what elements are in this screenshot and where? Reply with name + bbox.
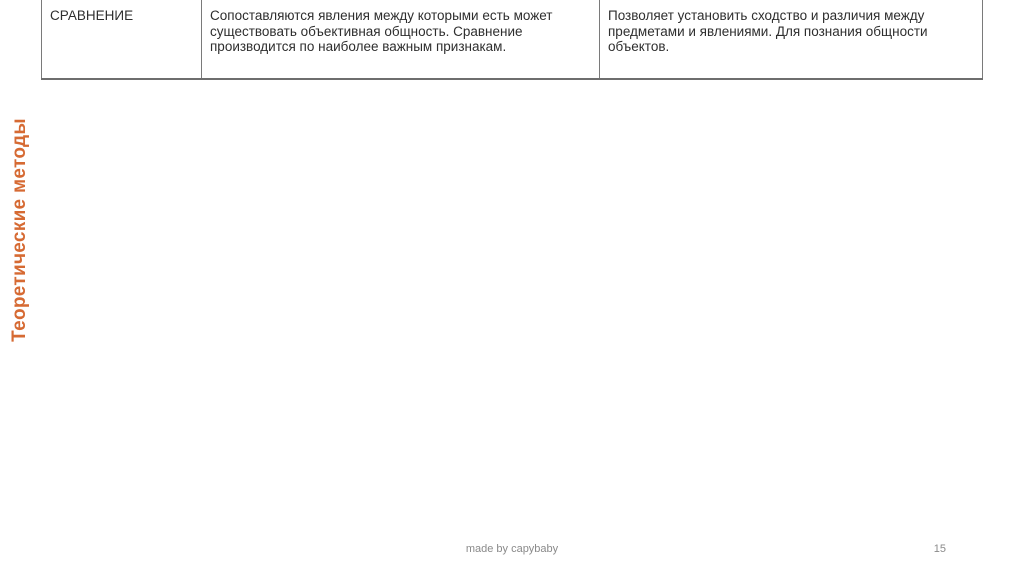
methods-table [41,0,983,80]
methods-table-container [41,0,983,84]
table-row [42,0,983,79]
side-title: Теоретические методы [9,118,30,342]
method-definition-cell: Сопоставляются явления между которыми есть может существовать объективная общность. Сравнение производится по наиболее важным признакам. [202,0,600,79]
method-purpose-cell: Позволяет установить сходство и различия между предметами и явлениями. Для познания общности объектов. [600,0,983,79]
page-number: 15 [933,543,946,555]
method-name-cell: СРАВНЕНИЕ [42,0,202,79]
footer-credit: made by capybaby [465,543,559,555]
